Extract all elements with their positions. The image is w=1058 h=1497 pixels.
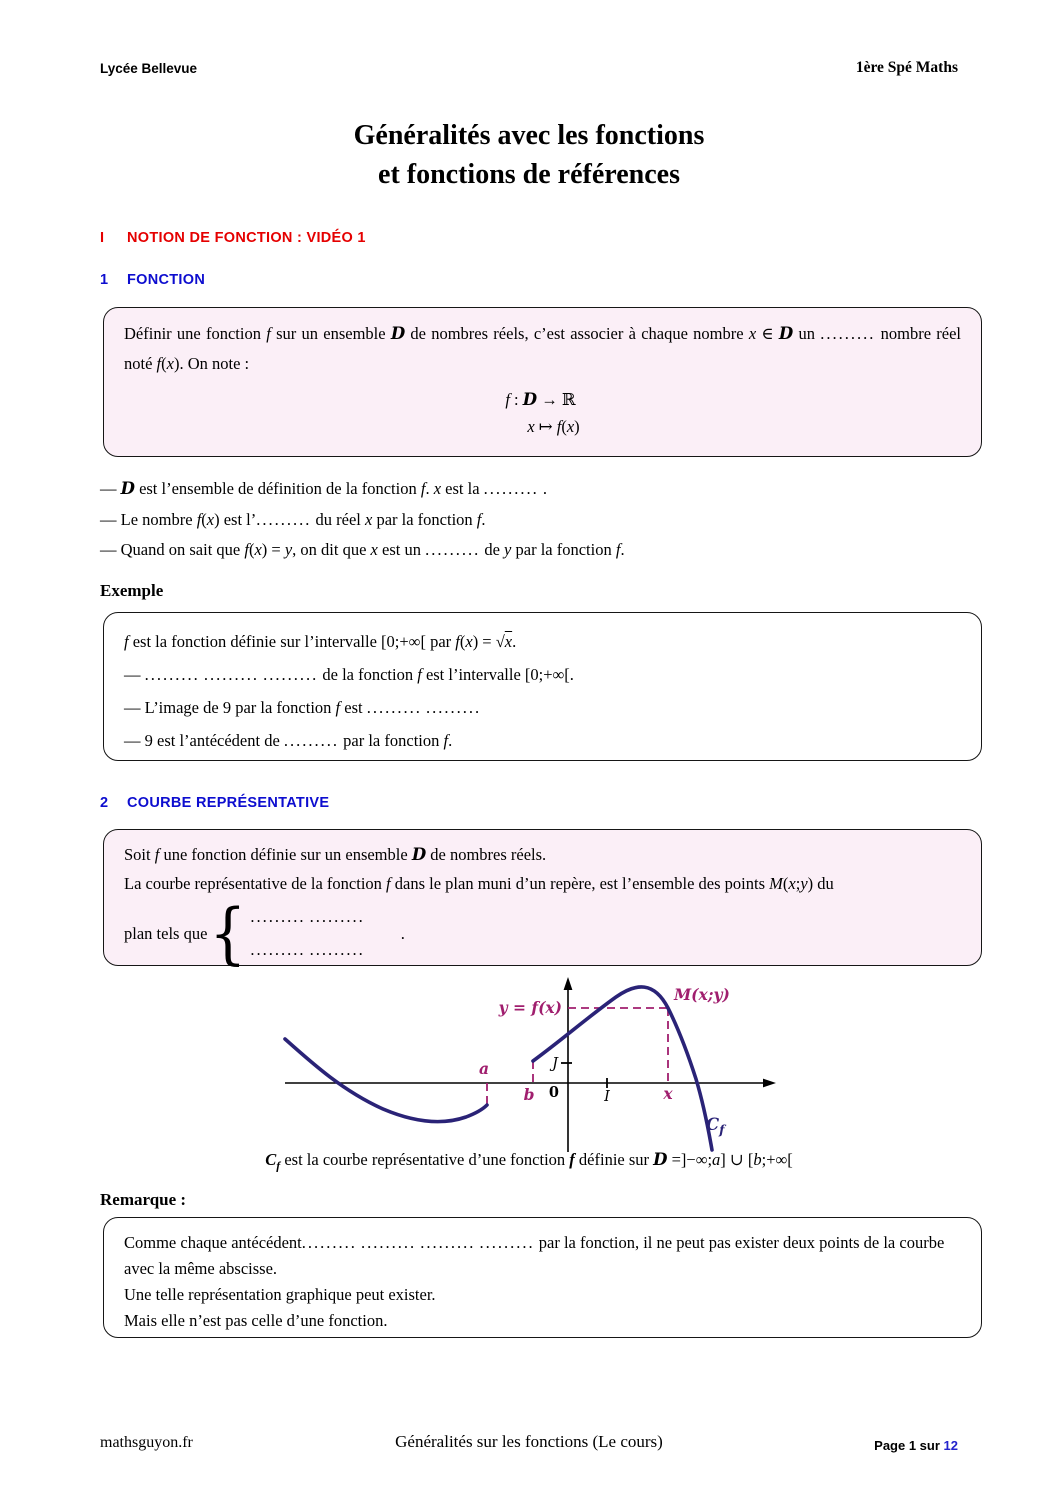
text-segment: ......... [483,479,539,498]
curve-line3-prefix [124,919,207,948]
text-segment: : [509,390,523,409]
text-segment: — 9 est l’antécédent de [124,731,284,750]
text-segment: x [433,479,442,498]
text-segment: ......... [263,665,319,684]
text-segment: → ℝ [537,390,576,409]
text-segment: ......... [420,1233,476,1252]
text-segment: ......... [309,940,365,959]
system-row2 [250,933,364,966]
text-segment: y [284,540,293,559]
text-segment: ∈ [756,324,779,343]
text-segment: de [480,540,505,559]
text-segment: de la fonction [318,665,418,684]
curve-definition-box [103,829,982,973]
text-segment: C [265,1150,277,1169]
label-a: a [478,1059,490,1078]
text-segment: ......... [366,698,422,717]
text-segment: — Le nombre [100,509,197,529]
text-segment: ( [201,509,207,529]
text-segment: définie sur [574,1150,654,1169]
subsection-number: 2 [100,795,109,811]
label-unit-x: I [604,1089,610,1105]
y-axis-arrow-icon [564,977,573,990]
section-label: NOTION DE FONCTION : VIDÉO 1 [127,230,366,246]
text-segment: du réel [311,509,365,529]
text-segment: , on dit que [292,540,371,559]
subsection-heading-courbe [100,795,329,811]
text-segment: f [505,390,510,409]
header-level: 1ère Spé Maths [855,59,958,76]
text-segment: est la courbe représentative d’une fonction [280,1150,570,1169]
text-segment: ;+∞[ [761,1150,793,1169]
text-segment: f [335,698,341,717]
bullet-image [100,505,962,536]
text-segment: ( [459,632,466,651]
figure-caption [0,1150,1058,1173]
curve-line2 [124,869,961,898]
text-segment: ) [574,417,580,436]
notation-line2 [527,413,579,440]
definition-box [103,307,982,457]
text-segment: b [753,1150,762,1169]
text-segment: Soit [124,845,155,864]
text-segment: ......... [301,1233,357,1252]
text-segment: x [504,632,513,651]
text-segment: par la fonction [372,509,477,529]
text-segment: sur un ensemble [270,324,391,343]
text-segment: ). On note : [173,354,250,373]
text-segment: ......... [144,665,200,684]
subsection-label: COURBE REPRÉSENTATIVE [127,795,330,811]
text-segment: Une telle représentation graphique peut exister. [124,1285,436,1304]
function-curve-figure [278,969,780,1156]
text-segment: D [778,324,794,343]
text-segment: de nombres réels. [426,845,547,864]
example-heading: Exemple [100,581,164,600]
text-segment: ) du [807,874,834,893]
curve-left-branch [285,1039,490,1122]
text-segment: dans le plan muni d’un repère, est l’ensemble des points [390,874,770,893]
page-title-line1: Généralités avec les fonctions [353,120,705,151]
text-segment: ......... [250,907,306,926]
text-segment: f [196,509,202,529]
system-period: . [400,923,405,943]
footer-page-label: Page 1 sur [874,1438,944,1453]
system-row1 [250,900,364,933]
text-segment: ......... [283,731,340,750]
text-segment: Comme chaque antécédent [124,1233,302,1252]
text-segment: f [615,540,621,559]
header-school: Lycée Bellevue [100,61,198,76]
text-segment: f [156,354,162,373]
text-segment: ] ∪ [ [720,1150,754,1169]
text-segment: f [420,479,426,498]
page-title [0,116,1058,194]
text-segment: une fonction définie sur un ensemble [159,845,412,864]
text-segment: est l’intervalle [0;+∞[. [421,665,574,684]
remark-box [103,1217,982,1338]
text-segment: D [120,479,135,498]
system-blank-rows [250,900,364,966]
text-segment: ......... [256,509,312,529]
text-segment: . [538,479,548,498]
text-segment: f [556,417,562,436]
notation-lines [505,386,579,440]
footer-website: mathsguyon.fr [100,1434,193,1451]
example-box [103,612,982,761]
text-segment: y [800,874,808,893]
text-segment: x [206,509,215,529]
subsection-heading-fonction [100,272,205,288]
section-heading-notion-de-fonction [100,230,366,246]
footer-page-number [874,1438,958,1453]
text-segment: est un [377,540,426,559]
text-segment: D [390,324,406,343]
text-segment: x [566,417,575,436]
text-segment: . [512,632,517,651]
text-segment: f [276,1158,281,1173]
text-segment: ......... [250,940,306,959]
text-segment: ......... [820,324,876,343]
label-b: b [523,1085,535,1104]
text-segment: — L’image de 9 par la fonction [124,698,336,717]
remark-line2 [124,1282,961,1308]
text-segment: f [417,665,422,684]
text-segment: Définir une fonction [124,324,267,343]
label-x: x [663,1084,673,1103]
text-segment: un [793,324,821,343]
remark-line1 [124,1230,961,1282]
text-segment: f [124,632,129,651]
section-number: I [100,230,105,246]
text-segment: f [476,509,482,529]
curve-line1 [124,840,961,869]
text-segment: ) = [261,540,285,559]
text-segment: D [653,1150,668,1169]
curve-system-line [124,893,961,973]
text-segment: est [340,698,367,717]
text-segment: ......... [361,1233,417,1252]
text-segment: y [504,540,512,559]
text-segment: x [788,874,796,893]
text-segment: ......... [203,665,259,684]
text-segment: est l’ensemble de définition de la fonction [134,479,421,498]
text-segment: ) = √ [472,632,505,651]
text-segment: f [569,1150,575,1169]
text-segment: . [448,731,453,750]
text-segment: ......... [309,907,365,926]
text-segment: plan tels que [124,923,208,943]
text-segment: par la fonction [339,731,444,750]
text-segment: par la fonction [511,540,616,559]
definition-bullets [100,474,962,566]
example-line4 [124,724,961,757]
text-segment: — Quand on sait que [100,540,245,559]
label-y-equals-fx: y = f(x) [498,998,562,1017]
text-segment: x [370,540,378,559]
text-segment: D [522,390,538,409]
text-segment: est la fonction définie sur l’intervalle [0;+∞[ par [128,632,456,651]
text-segment: par la fonction, il ne peut pas exister deux points de la courbe avec la même abscisse. [124,1233,945,1278]
text-segment: D [411,845,427,864]
bullet-antecedent [100,535,962,566]
page-title-line2: et fonctions de références [378,159,680,190]
text-segment: nombre réel noté [124,324,961,373]
text-segment: f [443,731,449,750]
text-segment: x [748,324,757,343]
label-origin: 0 [548,1084,559,1101]
text-segment: ( [161,354,167,373]
text-segment: x [254,540,262,559]
text-segment: . [620,540,625,559]
text-segment: ( [782,874,789,893]
footer-document-title: Généralités sur les fonctions (Le cours) [395,1432,663,1451]
example-line2 [124,658,961,691]
notation-line1 [505,386,579,413]
function-notation [124,386,961,440]
text-segment: ↦ [534,417,557,436]
example-line1 [124,625,961,658]
text-segment: x [527,417,535,436]
remark-line3 [124,1308,961,1334]
text-segment: — [124,665,145,684]
text-segment: de nombres réels, c’est associer à chaque nombre [405,324,749,343]
footer-page-count: 12 [943,1438,958,1453]
definition-paragraph [124,319,961,379]
text-segment: ......... [425,540,481,559]
label-unit-y: J [552,1056,558,1072]
text-segment: ; [795,874,801,893]
text-segment: f [455,632,460,651]
remark-heading: Remarque : [100,1190,187,1209]
text-segment: ( [561,417,567,436]
text-segment: est la [441,479,484,498]
text-segment: x [166,354,174,373]
text-segment: f [266,324,271,343]
text-segment: f [154,845,160,864]
text-segment: Mais elle n’est pas celle d’une fonction. [124,1311,388,1330]
label-curve-Cf: $C_f$ [706,1115,725,1137]
text-segment: =]−∞; [667,1150,713,1169]
text-segment: . [481,509,486,529]
text-segment: f [244,540,249,559]
text-segment: M [769,874,783,893]
label-point-M: M(x;y) [674,985,730,1004]
subsection-number: 1 [100,272,109,288]
text-segment: ......... [479,1233,535,1252]
text-segment: — [100,479,121,498]
text-segment: La courbe représentative de la fonction [124,874,387,893]
text-segment: ) est l’ [214,509,257,529]
text-segment: ......... [425,698,482,717]
text-segment: x [365,509,373,529]
text-segment: a [712,1150,721,1169]
text-segment: . [425,479,434,498]
bullet-ensemble-definition [100,474,962,505]
subsection-label: FONCTION [127,272,206,288]
text-segment: f [386,874,391,893]
curly-brace: { [209,893,247,973]
text-segment: ( [248,540,255,559]
x-axis-arrow-icon [763,1079,776,1088]
text-segment: x [465,632,473,651]
example-line3 [124,691,961,724]
